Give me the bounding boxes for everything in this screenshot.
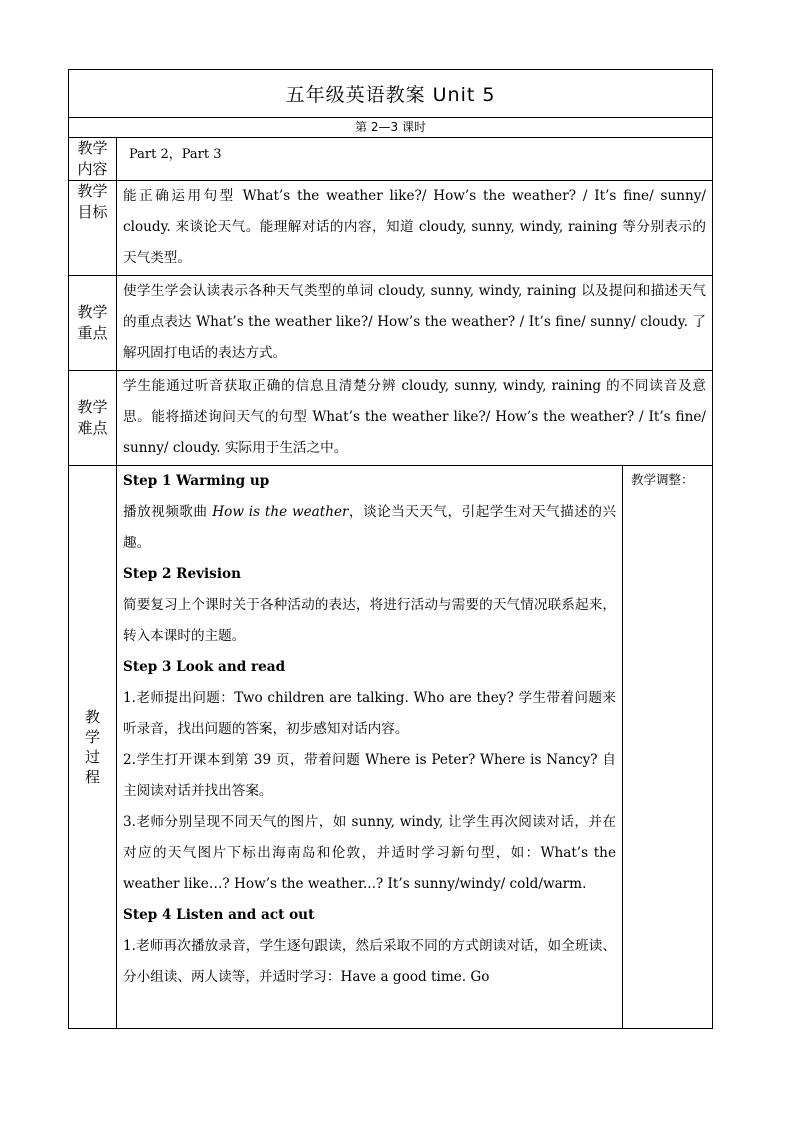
step1-title: Step 1 Warming up xyxy=(123,473,270,489)
step1-song-title: How is the weather xyxy=(212,504,349,520)
step1-text-pre: 播放视频歌曲 xyxy=(123,504,213,520)
lesson-plan-table xyxy=(68,69,713,1029)
step3-item-3: 3.老师分别呈现不同天气的图片，如 sunny, windy, 让学生再次阅读对话，并在对应的天气图片下标出海南岛和伦敦，并适时学习新句型，如：What’s the weather like…? How’s the weather...? It’s sunny/windy/ cold/warm. xyxy=(123,814,616,892)
step1-text xyxy=(123,497,616,559)
adjustment-label: 教学调整： xyxy=(631,472,694,487)
process-label xyxy=(69,466,117,1029)
difficulties-label-line2: 难点 xyxy=(77,419,108,437)
lesson-title: 五年级英语教案 Unit 5 xyxy=(69,70,713,118)
objectives-label xyxy=(69,181,117,276)
difficulties-text: 学生能通过听音获取正确的信息且清楚分辨 cloudy, sunny, windy, raining 的不同读音及意思。能将描述询问天气的句型 What’s the weather like?/ How’s the weather? / It’s fine/ sunny/ cloudy. 实际用于生活之中。 xyxy=(117,371,713,466)
step3-item-1: 1.老师提出问题：Two children are talking. Who are they? 学生带着问题来听录音，找出问题的答案，初步感知对话内容。 xyxy=(123,690,616,737)
difficulties-label xyxy=(69,371,117,466)
lesson-period: 第 2—3 课时 xyxy=(69,118,713,138)
step3-title: Step 3 Look and read xyxy=(123,659,286,675)
process-label-char-4: 程 xyxy=(84,768,100,786)
key-points-label-line2: 重点 xyxy=(77,324,108,342)
step4-title: Step 4 Listen and act out xyxy=(123,907,315,923)
step2-title: Step 2 Revision xyxy=(123,566,241,582)
content-text: Part 2，Part 3 xyxy=(117,138,713,181)
step3-item-2: 2.学生打开课本到第 39 页，带着问题 Where is Peter? Where is Nancy? 自主阅读对话并找出答案。 xyxy=(123,752,616,799)
step4-item-1: 1.老师再次播放录音，学生逐句跟读，然后采取不同的方式朗读对话，如全班读、分小组读、两人读等，并适时学习：Have a good time. Go xyxy=(123,938,616,985)
step1-text-post: ，谈论当天天气，引起学生对天气描述的兴趣。 xyxy=(123,504,616,551)
key-points-label-line1: 教学 xyxy=(77,303,108,321)
objectives-label-line1: 教学 xyxy=(77,182,108,200)
process-label-char-3: 过 xyxy=(84,748,100,766)
process-label-char-2: 学 xyxy=(84,728,100,746)
key-points-label xyxy=(69,276,117,371)
objectives-text: 能正确运用句型 What’s the weather like?/ How’s the weather? / It’s fine/ sunny/ cloudy. 来谈论天气。能理解对话的内容，知道 cloudy, sunny, windy, raining 等分别表示的天气类型。 xyxy=(117,181,713,276)
adjustment-column xyxy=(623,466,713,1029)
objectives-label-line2: 目标 xyxy=(77,203,108,221)
difficulties-label-line1: 教学 xyxy=(77,398,108,416)
step2-text: 简要复习上个课时关于各种活动的表达，将进行活动与需要的天气情况联系起来，转入本课时的主题。 xyxy=(123,597,616,644)
process-label-char-1: 教 xyxy=(84,708,100,726)
process-content xyxy=(117,466,623,1029)
content-label xyxy=(69,138,117,181)
content-label-line1: 教学 xyxy=(77,139,108,157)
content-label-line2: 内容 xyxy=(77,160,108,178)
key-points-text: 使学生学会认读表示各种天气类型的单词 cloudy, sunny, windy, raining 以及提问和描述天气的重点表达 What’s the weather like?/ How’s the weather? / It’s fine/ sunny/ cloudy. 了解巩固打电话的表达方式。 xyxy=(117,276,713,371)
